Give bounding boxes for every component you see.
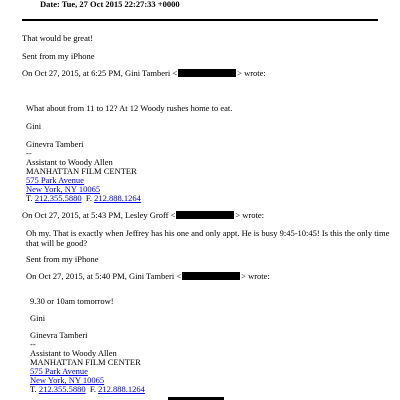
quote-header-3 (26, 271, 270, 282)
quote-header-1 (22, 68, 266, 79)
phone-prefix: T. (26, 193, 35, 203)
quote3-body: 9.30 or 10am tomorrow! (30, 296, 114, 306)
quote3-sign-short: Gini (30, 313, 46, 323)
quote2-signature: Sent from my iPhone (26, 254, 99, 264)
address2-link[interactable]: New York, NY 10065 (26, 184, 101, 194)
quote1-body: What about from 11 to 12? At 12 Woody rushes home to eat. (26, 103, 233, 113)
quote-header-1-suffix: > wrote: (237, 68, 266, 78)
message-body: That would be great! (22, 33, 94, 43)
address2-link[interactable]: New York, NY 10065 (30, 375, 105, 385)
address1-link[interactable]: 575 Park Avenue (30, 366, 88, 376)
quote1-sign-short: Gini (26, 121, 42, 131)
quote1-sign-company: MANHATTAN FILM CENTER (26, 166, 137, 176)
quote-header-3-suffix: > wrote: (241, 271, 270, 281)
quote1-sign-name: Ginevra Tamberi (26, 139, 84, 149)
fax-prefix: F. (85, 384, 99, 394)
header-divider (22, 19, 378, 21)
redaction-bar (178, 69, 236, 77)
quote3-sign-company: MANHATTAN FILM CENTER (30, 357, 141, 367)
quote3-sign-name: Ginevra Tamberi (30, 330, 88, 340)
quote1-sign-title: Assistant to Woody Allen (26, 157, 113, 167)
address1-link[interactable]: 575 Park Avenue (26, 175, 84, 185)
quote3-sign-title: Assistant to Woody Allen (30, 348, 117, 358)
phone-link[interactable]: 212.355.5880 (38, 384, 86, 394)
fax-link[interactable]: 212.888.1264 (98, 384, 145, 394)
phone-prefix: T. (30, 384, 39, 394)
quote3-phone-line (30, 384, 145, 395)
phone-link[interactable]: 212.355.5880 (34, 193, 82, 203)
quote-header-2 (22, 210, 264, 221)
quote1-phone-line (26, 193, 141, 204)
quote1-sign-dashes: -- (26, 148, 32, 158)
quote3-sign-dashes: -- (30, 339, 36, 349)
quote-header-2-prefix: On Oct 27, 2015, at 5:43 PM, Lesley Groff < (22, 210, 176, 220)
redaction-bar (176, 211, 234, 219)
quote-header-1-prefix: On Oct 27, 2015, at 6:25 PM, Gini Tamberi < (22, 68, 178, 78)
fax-prefix: F. (81, 193, 95, 203)
redaction-bar (182, 272, 240, 280)
quote-header-3-prefix: On Oct 27, 2015, at 5:40 PM, Gini Tamberi < (26, 271, 182, 281)
quote2-body-line2: that will be good? (26, 238, 88, 248)
message-signature: Sent from my iPhone (22, 51, 95, 61)
email-date-header: Date: Tue, 27 Oct 2015 22:27:33 +0000 (40, 0, 180, 9)
quote-header-2-suffix: > wrote: (235, 210, 265, 220)
fax-link[interactable]: 212.888.1264 (94, 193, 141, 203)
quote2-body-line1: Oh my. That is exactly when Jeffrey has his one and only appt. He is busy 9:45-10:45! Is this the only time (26, 228, 390, 238)
